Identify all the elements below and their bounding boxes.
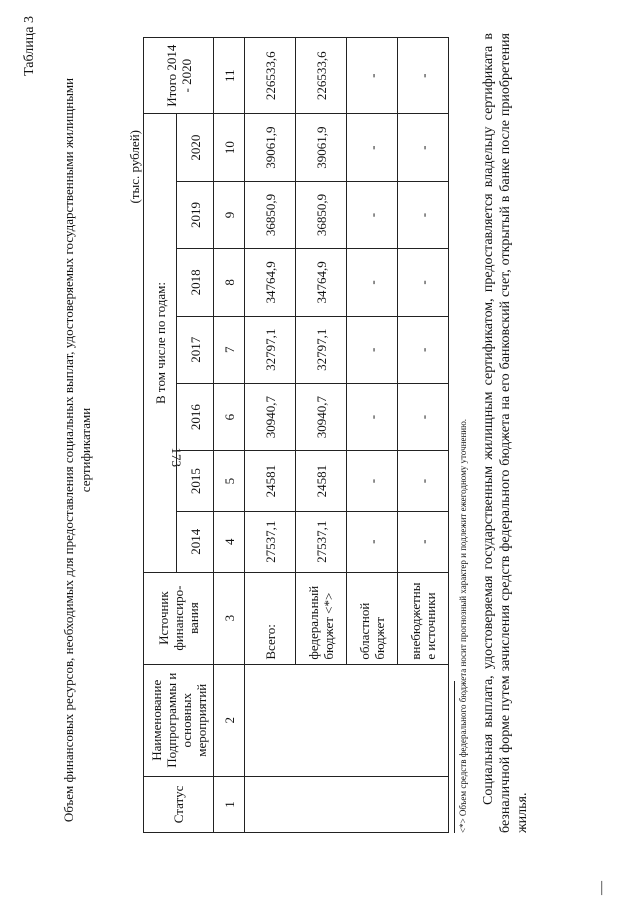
total-cell: - xyxy=(398,38,449,114)
col-number: 11 xyxy=(214,38,245,114)
value-cell: - xyxy=(347,383,398,450)
total-cell: 226533,6 xyxy=(245,38,296,114)
value-cell: 30940,7 xyxy=(296,383,347,450)
header-year: 2016 xyxy=(177,383,214,450)
value-cell: - xyxy=(398,451,449,512)
source-cell: Всего: xyxy=(245,572,296,664)
footnote-divider xyxy=(454,681,455,833)
header-source: Источник финансиро-вания xyxy=(144,572,214,664)
finance-table xyxy=(143,37,449,833)
footnote: <*> Объем средств федерального бюджета носит прогнозный характер и подлежит ежегодному уточнению. xyxy=(458,418,468,833)
total-cell: - xyxy=(347,38,398,114)
header-name: Наименование Подпрограммы и основных мероприятий xyxy=(144,664,214,776)
value-cell: - xyxy=(398,511,449,572)
unit-label: (тыс. рублей) xyxy=(127,130,142,204)
value-cell: 34764,9 xyxy=(245,249,296,316)
value-cell: 27537,1 xyxy=(296,511,347,572)
value-cell: - xyxy=(398,249,449,316)
header-by-years: В том числе по годам: xyxy=(144,114,177,572)
table-row xyxy=(245,38,296,833)
value-cell: 39061,9 xyxy=(245,114,296,181)
col-number: 6 xyxy=(214,383,245,450)
value-cell: - xyxy=(347,249,398,316)
value-cell: 34764,9 xyxy=(296,249,347,316)
value-cell: 36850,9 xyxy=(296,181,347,248)
value-cell: - xyxy=(398,383,449,450)
value-cell: - xyxy=(398,181,449,248)
source-cell: областной бюджет xyxy=(347,572,398,664)
value-cell: - xyxy=(347,511,398,572)
value-cell: 32797,1 xyxy=(296,316,347,383)
col-number: 7 xyxy=(214,316,245,383)
value-cell: 24581 xyxy=(296,451,347,512)
header-status: Статус xyxy=(144,776,214,832)
page-number: 173 xyxy=(169,447,184,467)
name-cell xyxy=(245,664,449,776)
value-cell: - xyxy=(398,114,449,181)
value-cell: 36850,9 xyxy=(245,181,296,248)
status-cell xyxy=(245,776,449,832)
total-cell: 226533,6 xyxy=(296,38,347,114)
header-year: 2020 xyxy=(177,114,214,181)
value-cell: 24581 xyxy=(245,451,296,512)
header-year: 2014 xyxy=(177,511,214,572)
header-year: 2015 xyxy=(177,451,214,512)
value-cell: - xyxy=(398,316,449,383)
header-year: 2018 xyxy=(177,249,214,316)
value-cell: 30940,7 xyxy=(245,383,296,450)
col-number: 8 xyxy=(214,249,245,316)
header-year: 2017 xyxy=(177,316,214,383)
body-paragraph: Социальная выплата, удостоверяемая государственным жилищным сертификатом, предоставляется владельцу сертификата в безналичной форме путем зачисления средств федерального бюджета на его банковский счет, открытый в банке после приобретения жилья. xyxy=(481,33,530,833)
col-number: 3 xyxy=(214,572,245,664)
value-cell: 32797,1 xyxy=(245,316,296,383)
value-cell: 27537,1 xyxy=(245,511,296,572)
col-number: 4 xyxy=(214,511,245,572)
header-total: Итого 2014 - 2020 xyxy=(144,38,214,114)
value-cell: 39061,9 xyxy=(296,114,347,181)
col-number: 1 xyxy=(214,776,245,832)
value-cell: - xyxy=(347,114,398,181)
document-title: Объем финансовых ресурсов, необходимых для предоставления социальных выплат, удостоверяемых государственными жилищными сертификатами xyxy=(61,77,93,823)
col-number: 10 xyxy=(214,114,245,181)
value-cell: - xyxy=(347,181,398,248)
value-cell: - xyxy=(347,451,398,512)
col-number: 5 xyxy=(214,451,245,512)
col-number: 2 xyxy=(214,664,245,776)
table-label: Таблица 3 xyxy=(22,16,37,76)
source-cell: федеральный бюджет <*> xyxy=(296,572,347,664)
header-year: 2019 xyxy=(177,181,214,248)
margin-mark: — xyxy=(594,881,609,895)
source-cell: внебюджетны е источники xyxy=(398,572,449,664)
col-number: 9 xyxy=(214,181,245,248)
value-cell: - xyxy=(347,316,398,383)
